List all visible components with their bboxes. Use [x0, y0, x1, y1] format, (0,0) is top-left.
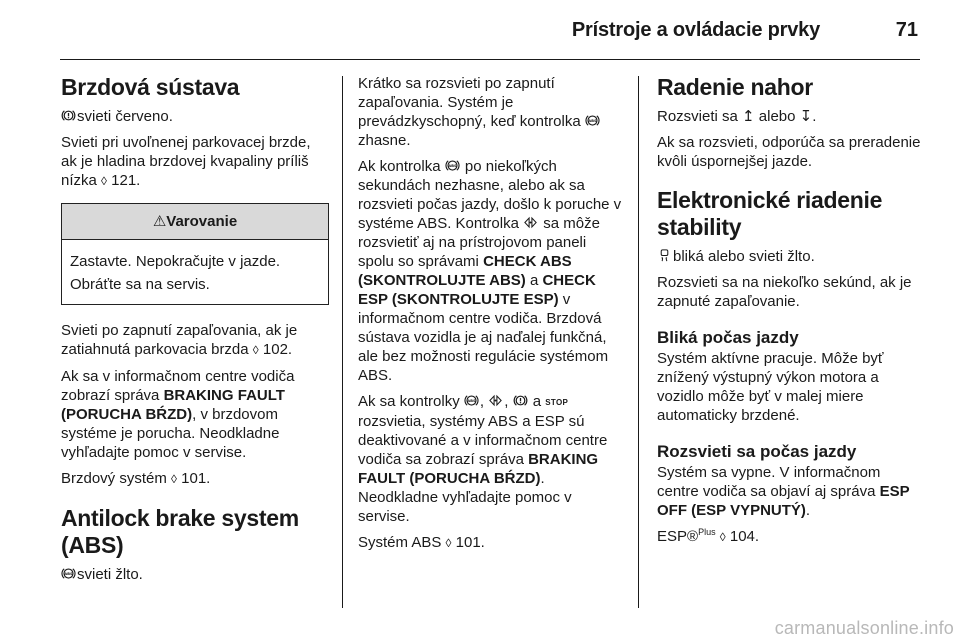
- text: Ak kontrolka: [358, 158, 441, 175]
- column-divider: [638, 76, 639, 608]
- svg-text:ABS: ABS: [64, 572, 73, 576]
- warning-box: [61, 203, 329, 305]
- stop-indicator-icon: STOP: [545, 398, 569, 407]
- text: v informačnom centre vodiča. Brzdová sústava vozidla je aj naďalej funkčná, ale bez možnosti regulácie systémom ABS.: [358, 291, 609, 384]
- text: Svieti pri uvoľnenej parkovacej brzde, ak je hladina brzdovej kvapaliny príliš nízka: [61, 134, 311, 189]
- text: Ak sa v informačnom centre vodiča zobrazí správa: [61, 368, 295, 404]
- warning-line: Obráťte sa na servis.: [70, 276, 210, 293]
- page-ref: 104.: [729, 528, 760, 545]
- text: a: [529, 272, 539, 289]
- paragraph: Ak sa kontrolky ABS , , a STOP rozsvietia, systémy ABS a ESP sú deaktivované a v informačnom centre vodiča sa zobrazí správa BRAKING FAULT (PORUCHA BŔZD). Neodkladne vyhľadajte pomoc v servise.: [358, 393, 608, 525]
- warning-body: [62, 240, 328, 304]
- display-message: ESP OFF (ESP VYPNUTÝ): [657, 483, 910, 519]
- text: ESP®: [657, 528, 699, 545]
- paragraph: [61, 107, 329, 126]
- text: a: [532, 393, 542, 410]
- text: sa môže rozsvietiť aj na prístrojovom paneli spolu so správami: [358, 215, 600, 270]
- header-rule: [60, 59, 920, 60]
- text: Brzdový systém: [61, 470, 167, 487]
- paragraph: Systém aktívne pracuje. Môže byť znížený výstupný výkon motora a vozidlo môže byť v malej miere automaticky brzdené.: [657, 350, 884, 424]
- text: Systém sa vypne. V informačnom centre vodiča sa objaví aj správa: [657, 464, 881, 500]
- paragraph: [61, 133, 329, 191]
- svg-text:ABS: ABS: [588, 119, 597, 123]
- subheading-blinking: Bliká počas jazdy: [657, 328, 799, 347]
- heading-abs: Antilock brake system (ABS): [61, 505, 299, 558]
- page-ref-arrow-icon: ◊: [171, 472, 177, 486]
- text: alebo: [758, 108, 796, 125]
- text: rozsvietia, systémy ABS a ESP sú deaktivované a v informačnom centre vodiča sa zobrazí správa: [358, 413, 608, 468]
- column-divider: [342, 76, 343, 608]
- text: Systém ABS: [358, 534, 442, 551]
- esp-warning-icon: [523, 215, 538, 230]
- text: po niekoľkých sekundách nezhasne, alebo ak sa rozsvieti počas jazdy, došlo k poruche v systéme ABS. Kontrolka: [358, 158, 622, 232]
- downshift-arrow-icon: ↧: [799, 108, 813, 125]
- text: . Neodkladne vyhľadajte pomoc v servise.: [358, 470, 572, 525]
- page-ref-arrow-icon: ◊: [445, 536, 452, 550]
- paragraph: Ak sa rozsvieti, odporúča sa preradenie kvôli úspornejšej jazde.: [657, 134, 921, 170]
- heading-esc: Elektronické riadenie stability: [657, 187, 883, 240]
- abs-warning-icon: [445, 158, 460, 173]
- watermark: carmanualsonline.info: [774, 618, 954, 638]
- page-ref: 121.: [111, 172, 141, 189]
- page-ref-arrow-icon: ◊: [252, 343, 259, 357]
- paragraph: [358, 157, 624, 385]
- display-message: CHECK ESP (SKONTROLUJTE ESP): [358, 272, 596, 308]
- abs-warning-icon: [61, 566, 76, 581]
- subheading-lit: Rozsvieti sa počas jazdy: [657, 442, 857, 461]
- column-1: [61, 74, 329, 591]
- paragraph: [657, 247, 921, 266]
- column-2: [358, 74, 624, 560]
- page-ref: 101.: [181, 470, 211, 487]
- svg-text:ABS: ABS: [467, 399, 476, 403]
- heading-brake-system: Brzdová sústava: [61, 74, 240, 100]
- paragraph: Rozsvieti sa ↥ alebo ↧.: [657, 108, 817, 125]
- page-ref-arrow-icon: ◊: [719, 530, 726, 544]
- text: svieti žlto.: [77, 566, 143, 583]
- page-ref: 102.: [262, 341, 293, 358]
- paragraph: [61, 469, 329, 489]
- paragraph: Rozsvieti sa na niekoľko sekúnd, ak je zapnuté zapaľovanie.: [657, 274, 912, 310]
- page-number: 71: [895, 19, 918, 41]
- display-message: BRAKING FAULT (PORUCHA BŔZD): [358, 451, 599, 487]
- text: Ak sa kontrolky: [358, 393, 460, 410]
- text: Krátko sa rozsvieti po zapnutí zapaľovania. Systém je prevádzkyschopný, keď kontrolka: [358, 75, 581, 130]
- paragraph: [358, 533, 624, 553]
- text: Rozsvieti sa: [657, 108, 738, 125]
- text: zhasne.: [358, 132, 411, 149]
- text: , v brzdovom systéme je porucha. Neodkladne vyhľadajte pomoc v servise.: [61, 406, 280, 461]
- page-ref: 101.: [455, 534, 485, 551]
- warning-header: [62, 204, 328, 240]
- paragraph: [358, 74, 624, 150]
- paragraph: [61, 565, 329, 584]
- text: svieti červeno.: [77, 108, 173, 125]
- esp-warning-icon: [488, 393, 503, 408]
- paragraph: [657, 463, 921, 520]
- esc-skid-icon: [657, 248, 672, 263]
- column-3: [657, 74, 921, 554]
- brake-warning-icon: [61, 108, 76, 123]
- paragraph: [61, 321, 329, 360]
- paragraph: [657, 527, 921, 547]
- text: .: [805, 502, 811, 519]
- warning-triangle-icon: ⚠: [152, 213, 167, 230]
- superscript: Plus: [698, 527, 716, 537]
- upshift-arrow-icon: ↥: [742, 108, 755, 125]
- page-header-title: Prístroje a ovládacie prvky: [571, 19, 820, 41]
- display-message: CHECK ABS (SKONTROLUJTE ABS): [358, 253, 572, 289]
- page-ref-arrow-icon: ◊: [101, 174, 107, 188]
- brake-warning-icon: [513, 393, 528, 408]
- svg-text:ABS: ABS: [447, 164, 457, 168]
- abs-warning-icon: [585, 113, 600, 128]
- warning-line: Zastavte. Nepokračujte v jazde.: [70, 253, 281, 270]
- warning-title: Varovanie: [166, 213, 238, 230]
- heading-upshift: Radenie nahor: [657, 74, 813, 100]
- abs-warning-icon: [464, 393, 479, 408]
- text: Svieti po zapnutí zapaľovania, ak je zatiahnutá parkovacia brzda: [61, 322, 298, 358]
- text: bliká alebo svieti žlto.: [673, 248, 815, 265]
- paragraph: [61, 367, 329, 462]
- display-message: BRAKING FAULT (PORUCHA BŔZD): [61, 387, 285, 423]
